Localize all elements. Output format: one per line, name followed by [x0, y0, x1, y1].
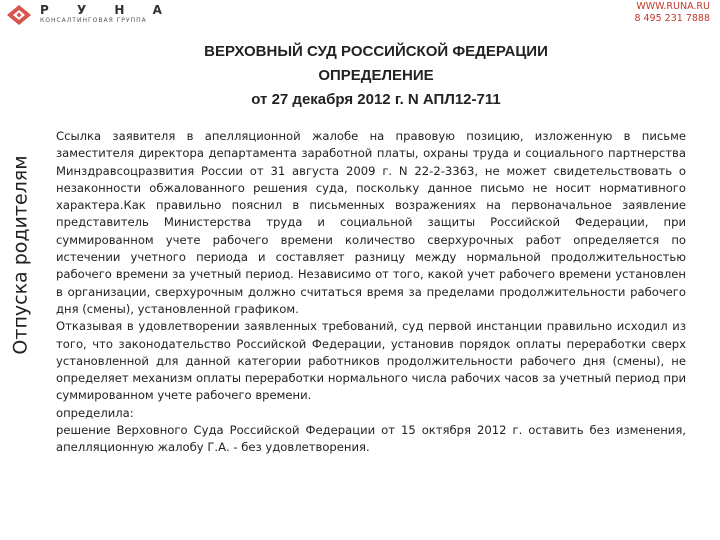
- logo-subtitle: КОНСАЛТИНГОВАЯ ГРУППА: [40, 17, 147, 24]
- side-section-label: [6, 120, 36, 390]
- header-bar: [0, 0, 720, 30]
- runa-logo-icon: [6, 4, 32, 26]
- phone-number: 8 495 231 7888: [634, 13, 710, 24]
- logo-text: Р У Н А: [40, 3, 174, 17]
- document-date-number: от 27 декабря 2012 г. N АПЛ12-711: [251, 91, 501, 108]
- contact-block: [634, 1, 710, 25]
- paragraph-ruling: решение Верховного Суда Российской Федерации от 15 октября 2012 г. оставить без изменения, апелляционную жалобу Г.А. - без удовлетворения.: [56, 423, 686, 455]
- court-name: ВЕРХОВНЫЙ СУД РОССИЙСКОЙ ФЕДЕРАЦИИ: [204, 43, 548, 60]
- paragraph-ruling-label: определила:: [56, 405, 134, 420]
- side-label-text: Отпуска родителям: [10, 155, 33, 355]
- paragraph-2: Отказывая в удовлетворении заявленных требований, суд первой инстанции правильно исходил из того, что законодательство Российской Федерации, установив порядок оплаты переработки сверх установленной для данной категории работников продолжительности рабочего дня (смены), не определяет механизм оплаты переработки нормального числа рабочих часов за учетный период при суммированном учете рабочего времени.: [56, 319, 686, 403]
- paragraph-1: Ссылка заявителя в апелляционной жалобе на правовую позицию, изложенную в письме заместителя директора департамента заработной платы, охраны труда и социального партнерства Минздравсоцразвития России от 31 августа 2009 г. N 22-2-3363, не может свидетельствовать о незаконности обжалованного решения суда, поскольку данное письмо не носит нормативного характера.Как правильно пояснил в письменных возражениях на первоначальное заявление представитель Министерства труда и социальной защиты Российской Федерации, при суммированном учете рабочего времени количество сверхурочных работ определяется по истечении учетного периода и составляет разницу между нормальной продолжительностью рабочего времени за учетный период. Независимо от того, какой учет рабочего времени установлен в организации, сверхурочным должно считаться время за пределами продолжительности рабочего дня (смены), установленной графиком.: [56, 129, 686, 316]
- document-type: ОПРЕДЕЛЕНИЕ: [318, 67, 434, 84]
- document-title-block: [56, 40, 696, 112]
- website-link[interactable]: WWW.RUNA.RU: [636, 1, 710, 12]
- document-body: [56, 128, 686, 457]
